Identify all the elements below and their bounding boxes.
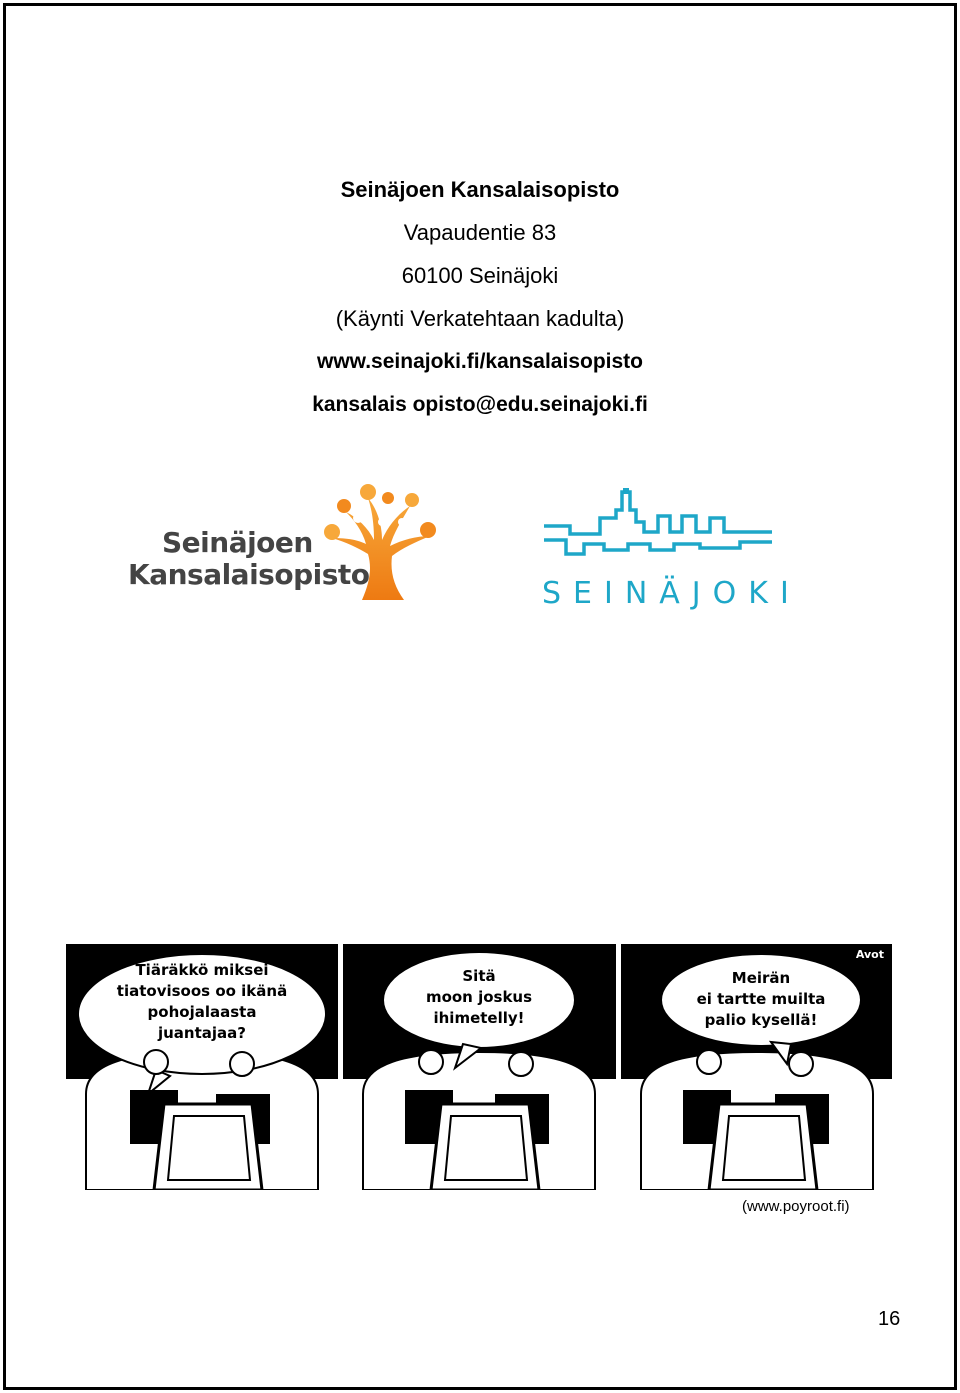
skyline-icon [540,488,780,568]
entrance-note: (Käynti Verkatehtaan kadulta) [335,306,625,331]
comic-panel-1 [66,944,338,1190]
logo-line1: Seinäjoen [162,526,313,559]
web-link[interactable]: www.seinajoki.fi/kansalaisopisto [317,350,643,373]
address-block [0,168,960,426]
page-number: 16 [878,1308,901,1330]
speech-line: palio kysellä! [704,1011,818,1029]
speech-bubble-2 [399,966,559,1029]
comic-panel-3 [621,944,892,1190]
speech-line: ihimetelly! [433,1009,525,1027]
comic-panel-2 [343,944,616,1190]
speech-line: Tiäräkkö miksei [135,961,269,979]
speech-line: ei tartte muilta [696,990,826,1008]
comic-strip [66,944,892,1190]
speech-line: pohojalaasta [147,1003,257,1021]
speech-line: Meirän [731,969,791,987]
speech-line: moon joskus [425,988,533,1006]
street-address: Vapaudentie 83 [403,220,557,245]
artist-signature: Avot [855,948,884,961]
tree-icon [318,482,438,602]
org-name: Seinäjoen Kansalaisopisto [340,177,620,202]
seinajoki-logo [540,488,801,618]
kansalaisopisto-logo [120,480,440,605]
postal-address: 60100 Seinäjoki [401,263,559,288]
image-source: (www.poyroot.fi) [742,1198,850,1215]
speech-bubble-1 [100,960,304,1044]
logo-line2: Kansalaisopisto [128,558,370,591]
email-link[interactable]: kansalais opisto@edu.seinajoki.fi [312,393,648,416]
speech-bubble-3 [679,968,843,1031]
speech-line: tiatovisoos oo ikänä [116,982,288,1000]
side-credit: www.poyroot.fi [601,1102,611,1170]
city-name: SEINÄJOKI [542,576,801,611]
speech-line: juantajaa? [157,1024,246,1042]
speech-line: Sitä [462,967,496,985]
